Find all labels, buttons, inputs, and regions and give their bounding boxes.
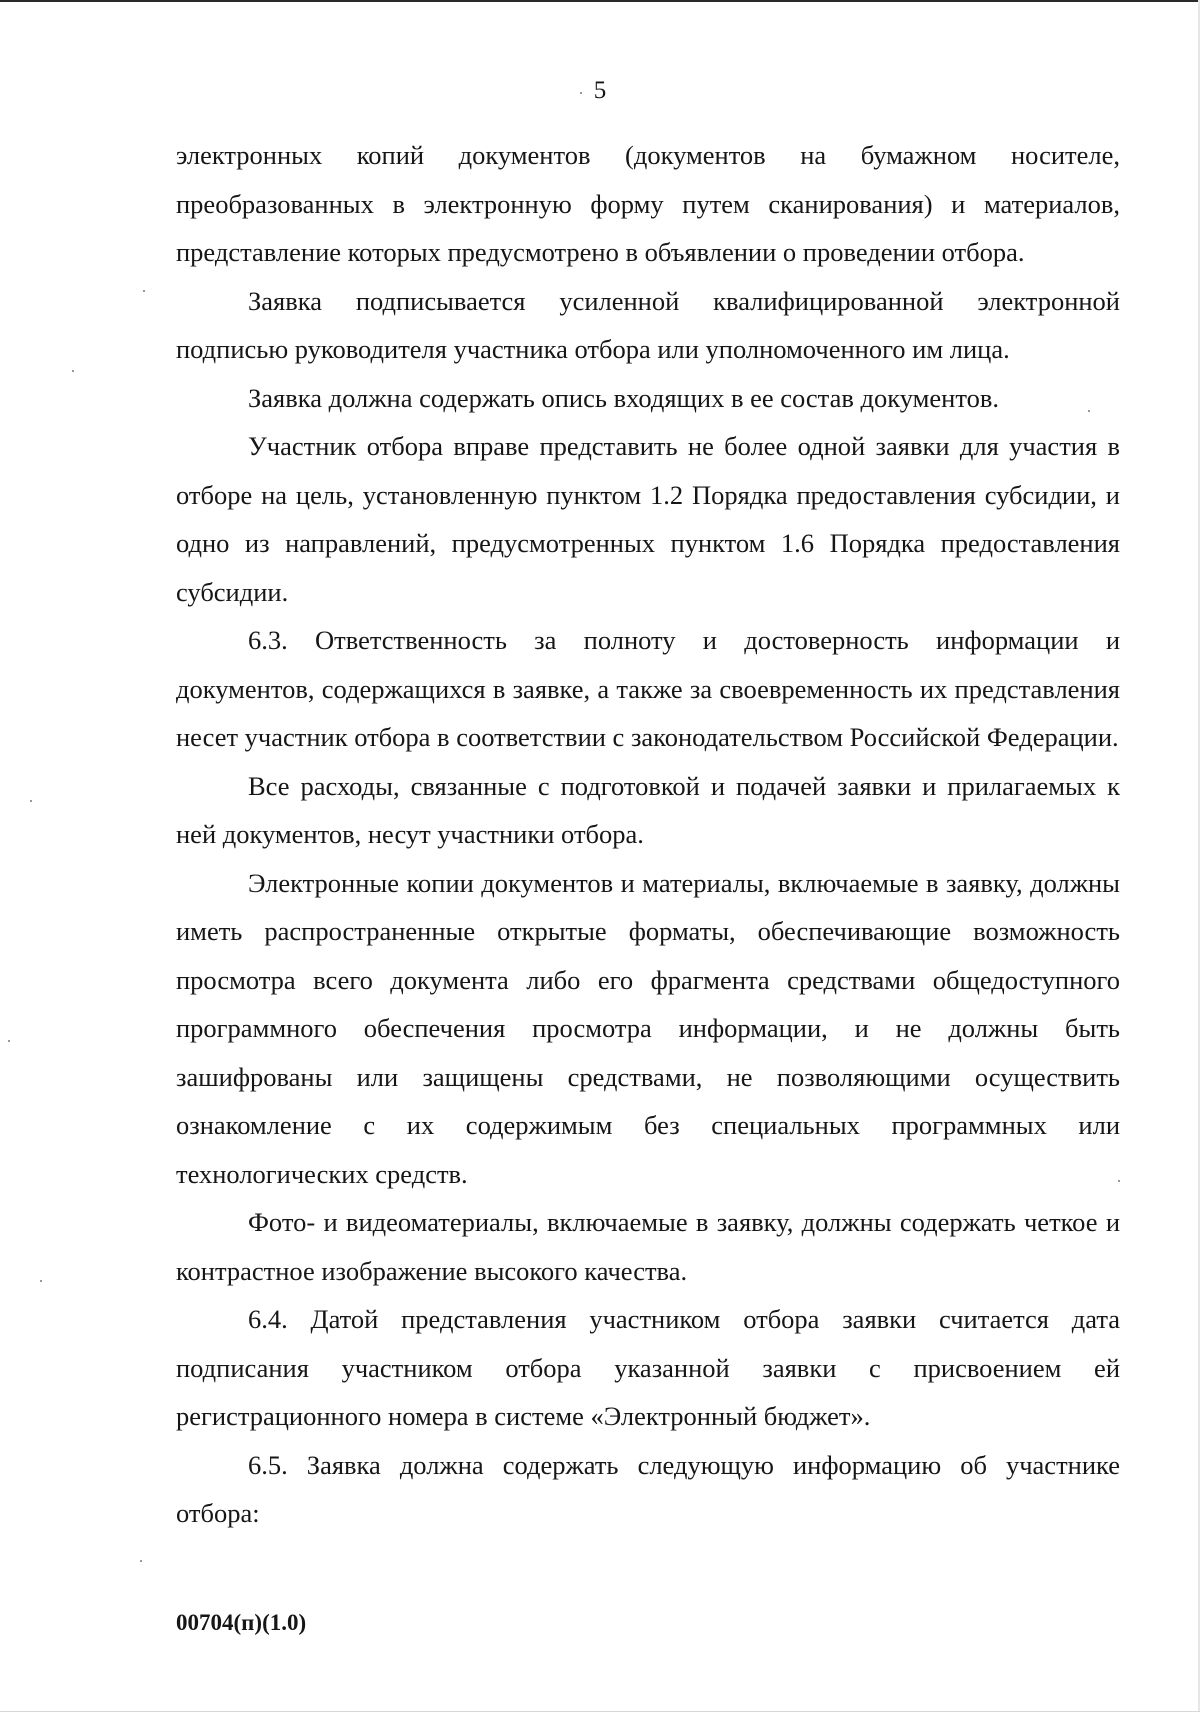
paragraph-6: Все расходы, связанные с подготовкой и подачей заявки и прилагаемых к ней документов, несут участники отбора. <box>176 770 1120 849</box>
page-number: 5 <box>593 77 607 104</box>
scan-speck <box>30 800 32 802</box>
document-body <box>176 131 1120 1538</box>
paragraph-4: Участник отбора вправе представить не более одной заявки для участия в отборе на цель, установленную пунктом 1.2 Порядка предоставления субсидии, и одно из направлений, предусмотренных пунктом 1.6 Порядка предоставления субсидии. <box>176 431 1120 607</box>
scan-speck <box>1088 410 1090 412</box>
scan-speck <box>72 370 74 372</box>
scan-speck <box>580 92 582 94</box>
paragraph-3: Заявка должна содержать опись входящих в ее состав документов. <box>248 382 999 413</box>
document-code: 00704(п)(1.0) <box>176 1610 307 1635</box>
scan-top-edge <box>0 0 1200 2</box>
paragraph-10: 6.5. Заявка должна содержать следующую информацию об участнике отбора: <box>176 1449 1120 1528</box>
scan-speck <box>1118 1180 1120 1182</box>
paragraph-7: Электронные копии документов и материалы, включаемые в заявку, должны иметь распространенные открытые форматы, обеспечивающие возможность просмотра всего документа либо его фрагмента средствами общедоступного программного обеспечения просмотра информации, и не должны быть зашифрованы или защищены средствами, не позволяющими осуществить ознакомление с их содержимым без специальных программных или технологических средств. <box>176 867 1120 1189</box>
paragraph-5: 6.3. Ответственность за полноту и достоверность информации и документов, содержащихся в заявке, а также за своевременность их представления несет участник отбора в соответствии с законодательством Российской Федерации. <box>176 625 1120 752</box>
paragraph-8: Фото- и видеоматериалы, включаемые в заявку, должны содержать четкое и контрастное изображение высокого качества. <box>176 1207 1120 1286</box>
scan-speck <box>143 290 145 292</box>
paragraph-9: 6.4. Датой представления участником отбора заявки считается дата подписания участником отбора указанной заявки с присвоением ей регистрационного номера в системе «Электронный бюджет». <box>176 1304 1120 1431</box>
scan-speck <box>140 1560 142 1562</box>
scan-speck <box>40 1280 42 1282</box>
paragraph-2: Заявка подписывается усиленной квалифицированной электронной подписью руководителя участника отбора или уполномоченного им лица. <box>176 285 1120 364</box>
paragraph-1: электронных копий документов (документов на бумажном носителе, преобразованных в электронную форму путем сканирования) и материалов, представление которых предусмотрено в объявлении о проведении отбора. <box>176 140 1120 267</box>
scan-speck <box>8 1040 10 1042</box>
